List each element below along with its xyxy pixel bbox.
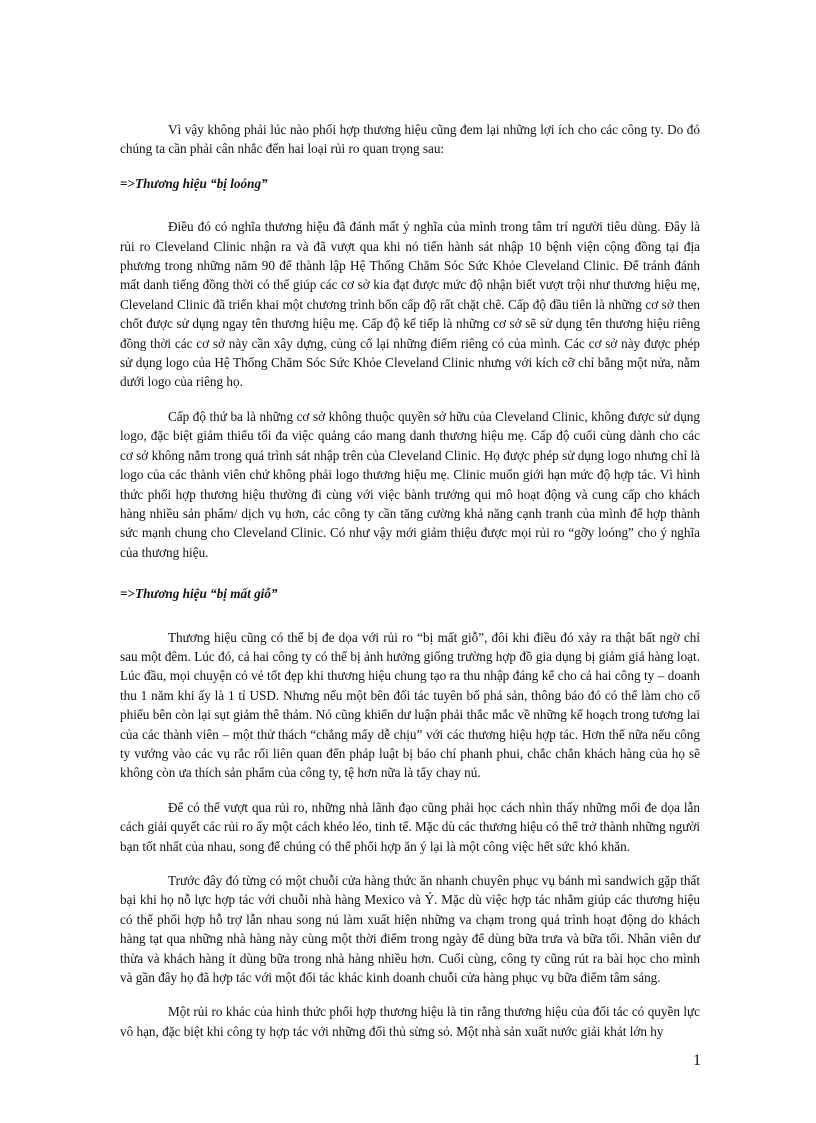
heading-arrow: => [120, 175, 136, 191]
intro-paragraph: Vì vậy không phải lúc nào phối hợp thương hiệu cũng đem lại những lợi ích cho các công ty. Do đó chúng ta cần phải cân nhắc đến hai loại rủi ro quan trọng sau: [120, 122, 700, 157]
body-paragraph: Trước đây đó từng có một chuỗi cửa hàng thức ăn nhanh chuyên phục vụ bánh mì sandwich gặp thất bại khi họ nỗ lực hợp tác với chuỗi nhà hàng Mexico và Ý. Mặc dù việc hợp tác nhằm giúp các thương hiệu có thể phối hợp hỗ trợ lẫn nhau song nú làm xuất hiện những va chạm trong quá trình hoạt động do khách hàng tạt qua những nhà hàng này cùng một thời điểm trong ngày để dùng bữa trưa và bữa tối. Nhân viên dư thừa và khách hàng ít dùng bữa trong nhà hàng nhiều hơn. Cuối cùng, công ty cũng rút ra bài học cho mình và gần đây họ đã hợp tác với một đối tác khác kinh doanh chuỗi cửa hàng phục vụ bữa điểm tâm sáng. [120, 873, 700, 986]
page-number: 1 [693, 1052, 701, 1069]
heading-title: Thương hiệu “bị mất giỗ” [135, 586, 278, 602]
section-heading-bi-mat-gio [120, 584, 700, 603]
heading-arrow: => [120, 586, 136, 602]
body-paragraph: Điều đó có nghĩa thương hiệu đã đánh mất ý nghĩa của mình trong tâm trí người tiêu dùng. Đây là rủi ro Cleveland Clinic nhận ra và đã vượt qua khi nó tiến hành sát nhập 10 bệnh viện cộng đồng tại địa phương trong những năm 90 để thành lập Hệ Thống Chăm Sóc Sức Khỏe Cleveland Clinic. Để tránh đánh mất danh tiếng đồng thời có thể giúp các cơ sở kia đạt được mức độ nhận biết vượt trội như thương hiệu mẹ, Cleveland Clinic đã triển khai một chương trình bốn cấp độ rất chặt chẽ. Cấp độ đầu tiên là những cơ sở then chốt được sử dụng ngay tên thương hiệu mẹ. Cấp độ kế tiếp là những cơ sở sẽ sử dụng tên thương hiệu riêng đồng thời các cơ sở này cần xây dựng, củng cố lại những điểm riêng có của mình. Các cơ sở này được phép sử dụng logo của Hệ Thống Chăm Sóc Sức Khỏe Cleveland Clinic nhưng với kích cỡ chỉ bằng một nửa, nằm dưới logo của riêng họ. [120, 219, 700, 390]
page-body [120, 120, 700, 1056]
body-paragraph: Để có thể vượt qua rủi ro, những nhà lãnh đạo cũng phải học cách nhìn thấy những mối đe dọa lẫn cách giải quyết các rủi ro ấy một cách khéo léo, tinh tế. Mặc dù các thương hiệu có thể trở thành những người bạn tốt nhất của nhau, song để chúng có thể phối hợp ăn ý lại là một công việc hết sức khó khăn. [120, 799, 700, 854]
body-paragraph: Một rủi ro khác của hình thức phối hợp thương hiệu là tin rằng thương hiệu của đối tác có quyền lực vô hạn, đặc biệt khi công ty hợp tác với những đối thủ sừng sỏ. Một nhà sản xuất nước giải khát lớn hy [120, 1004, 700, 1039]
body-paragraph: Thương hiệu cũng có thể bị đe dọa với rủi ro “bị mất giỗ”, đôi khi điều đó xảy ra thật bất ngờ chỉ sau một đêm. Lúc đó, cả hai công ty có thể bị ảnh hưởng giống trường hợp đồ gia dụng bị giảm giá hàng loạt. Lúc đầu, mọi chuyện có vẻ tốt đẹp khi thương hiệu chung tạo ra thu nhập đáng kể cho cả hai công ty – doanh thu 1 năm khi ấy là 1 tỉ USD. Nhưng nếu một bên đối tác tuyên bố phá sản, thông báo đó có thể làm cho cổ phiếu bên còn lại sụt giảm thê thảm. Nó cũng khiến dư luận phải thắc mắc về những kế hoạch trong tương lai của các thành viên – một thử thách “chẳng mấy dễ chịu” với các thương hiệu hợp tác. Hơn thế nữa nếu công ty vướng vào các vụ rắc rối liên quan đến pháp luật bị báo chí phanh phui, chắc chắn khách hàng của họ sẽ không còn ưa thích sản phẩm của công ty, tệ hơn nữa là tẩy chay nú. [120, 629, 700, 781]
body-paragraph: Cấp độ thứ ba là những cơ sở không thuộc quyền sở hữu của Cleveland Clinic, không được sử dụng logo, đặc biệt giảm thiểu tối đa việc quảng cáo mang danh thương hiệu mẹ. Cấp độ cuối cùng dành cho các cơ sở không nằm trong quá trình sát nhập trên của Cleveland Clinic. Họ được phép sử dụng logo nhưng chỉ là logo của các thành viên chứ không phải logo thương hiệu mẹ. Clinic muốn giới hạn mức độ hợp tác. Vì hình thức phối hợp thương hiệu thường đi cùng với việc bành trướng qui mô hoạt động và cung cấp cho khách hàng nhiều sản phẩm/ dịch vụ hơn, các công ty cần tăng cường khả năng cạnh tranh của mình để hợp thành sức mạnh chung cho Cleveland Clinic. Có như vậy mới giảm thiệu được mọi rủi ro “gỡy loóng” cho ý nghĩa của thương hiệu. [120, 408, 700, 560]
section-heading-bi-loong [120, 174, 700, 193]
heading-title: Thương hiệu “bị loóng” [135, 175, 268, 191]
